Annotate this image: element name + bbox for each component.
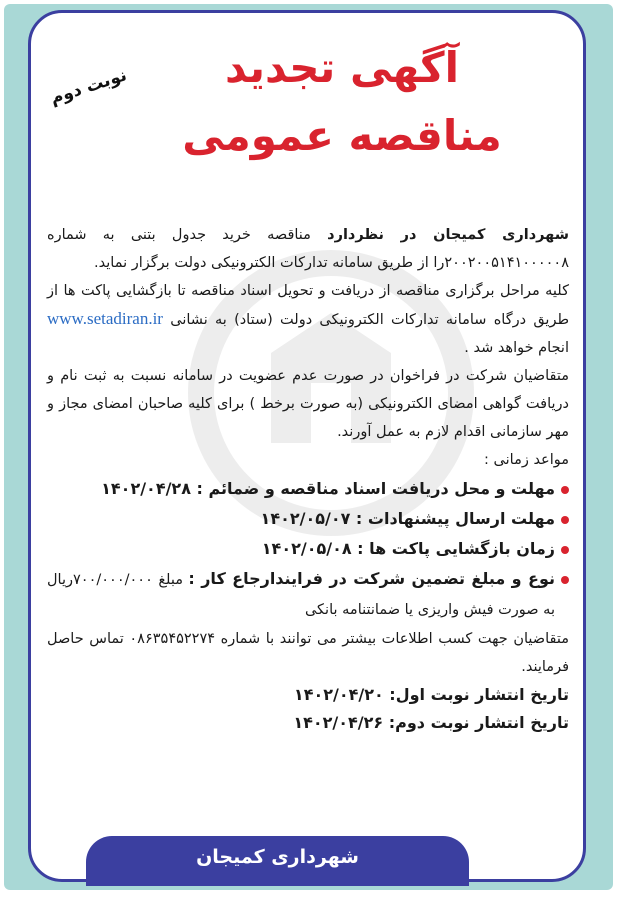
process-paragraph <box>47 277 569 362</box>
guarantee-item <box>47 564 569 625</box>
intro-bold: شهرداری کمیجان در نظردارد <box>327 227 569 243</box>
deadline-documents: مهلت و محل دریافت اسناد مناقصه و ضمائم : ۱۴۰۲/۰۴/۲۸ <box>47 474 569 504</box>
title-line-1: آگهی تجدید <box>225 43 459 92</box>
footer-banner: شهرداری کمیجان <box>86 836 469 886</box>
title-line-2: مناقصه عمومی <box>182 111 502 160</box>
setad-link[interactable]: www.setadiran.ir <box>47 309 163 328</box>
publish-date-first: تاریخ انتشار نوبت اول: ۱۴۰۲/۰۴/۲۰ <box>293 685 569 704</box>
deadline-proposals: مهلت ارسال پیشنهادات : ۱۴۰۲/۰۵/۰۷ <box>47 504 569 534</box>
schedule-label: مواعد زمانی : <box>484 452 569 468</box>
registration-paragraph: متقاضیان شرکت در فراخوان در صورت عدم عضویت در سامانه نسبت به ثبت نام و دریافت گواهی امضای الکترونیکی (به صورت برخط ) برای کلیه صاحبان امضای مجاز و مهر سازمانی اقدام لازم به عمل آورند. <box>47 368 569 440</box>
intro-paragraph <box>47 221 569 277</box>
opening-date: زمان بازگشایی پاکت ها : ۱۴۰۲/۰۵/۰۸ <box>47 534 569 564</box>
publish-date-second: تاریخ انتشار نوبت دوم: ۱۴۰۲/۰۴/۲۶ <box>293 713 569 732</box>
issue-badge: نوبت دوم <box>47 65 130 109</box>
process-text: کلیه مراحل برگزاری مناقصه از دریافت و تحویل اسناد مناقصه تا بازگشایی پاکت ها از طریق درگاه سامانه تدارکات الکترونیکی دولت (ستاد) به نشانی <box>47 283 570 328</box>
contact-paragraph: متقاضیان جهت کسب اطلاعات بیشتر می توانند با شماره ۰۸۶۳۵۴۵۲۲۷۴ تماس حاصل فرمایند. <box>47 631 569 675</box>
announcement-body <box>47 221 569 737</box>
guarantee-bold: نوع و مبلغ تضمین شرکت در فرایندارجاع کار : <box>188 569 555 588</box>
intro-text: مناقصه خرید جدول بتنی به شماره ۲۰۰۲۰۰۵۱۴۱۰۰۰۰۰۸را از طریق سامانه تدارکات الکترونیکی دولت برگزار نماید. <box>47 227 569 271</box>
announcement-card <box>28 10 586 882</box>
guarantee-text: مبلغ ۷۰۰/۰۰۰/۰۰۰ریال به صورت فیش واریزی یا ضمانتنامه بانکی <box>47 572 555 618</box>
process-end: انجام خواهد شد . <box>464 340 569 356</box>
